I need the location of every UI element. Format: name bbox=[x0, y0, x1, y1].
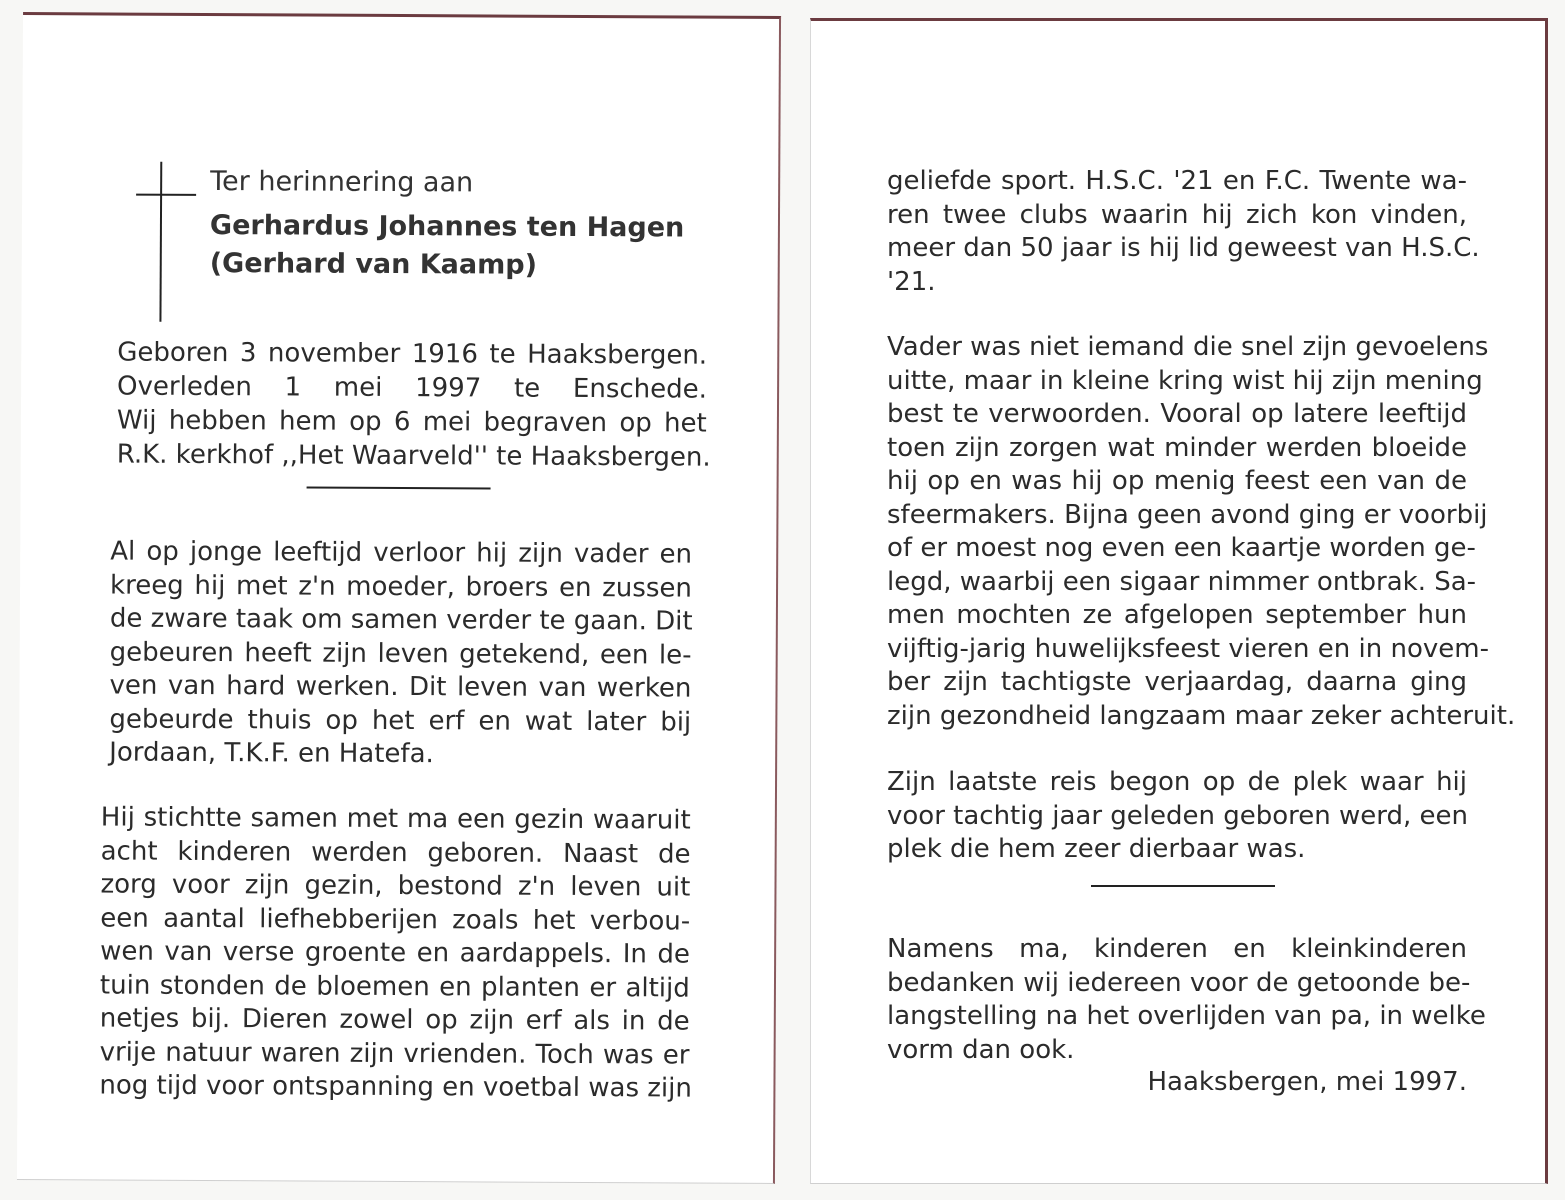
paragraph-youth bbox=[109, 535, 692, 773]
paragraph-last-journey bbox=[887, 766, 1467, 867]
text-line: Vader was niet iemand die snel zijn gevoelens bbox=[887, 332, 1489, 362]
cross-icon-horizontal bbox=[136, 194, 196, 196]
cross-icon-vertical bbox=[159, 162, 162, 322]
text-line: langstelling na het overlijden van pa, in welke bbox=[887, 1001, 1486, 1031]
text-line: ren twee clubs waarin hij zich kon vinden, bbox=[887, 199, 1467, 230]
paragraph-thanks bbox=[887, 933, 1486, 1067]
divider bbox=[307, 487, 491, 490]
divider bbox=[1091, 885, 1275, 887]
text-line: Hij stichtte samen met ma een gezin waaruit bbox=[100, 802, 691, 836]
paragraph-family bbox=[99, 801, 691, 1106]
text-line: plek die hem zeer dierbaar was. bbox=[887, 834, 1306, 864]
text-line: meer dan 50 jaar is hij lid geweest van H.S.C. bbox=[887, 233, 1480, 263]
text-line: gebeuren heeft zijn leven getekend, een le- bbox=[109, 636, 692, 671]
text-line: ber zijn tachtigste verjaardag, daarna ging bbox=[887, 667, 1467, 697]
memorial-intro: Ter herinnering aan bbox=[210, 166, 474, 199]
text-line: of er moest nog even een kaartje worden ge- bbox=[887, 533, 1476, 563]
right-card-page bbox=[810, 18, 1548, 1184]
text-line: zorg voor zijn gezin, bestond z'n leven uit bbox=[100, 869, 691, 903]
deceased-name: Gerhardus Johannes ten Hagen bbox=[209, 210, 685, 244]
text-line: best te verwoorden. Vooral op latere leeftijd bbox=[887, 399, 1467, 429]
signoff: Haaksbergen, mei 1997. bbox=[1147, 1067, 1467, 1097]
text-line: hij op en was hij op menig feest een van de bbox=[887, 466, 1467, 496]
text-line: acht kinderen werden geboren. Naast de bbox=[100, 835, 691, 870]
text-line: vijftig-jarig huwelijksfeest vieren en in novem- bbox=[887, 633, 1489, 664]
text-line: toen zijn zorgen wat minder werden bloeide bbox=[887, 432, 1467, 463]
text-line: uitte, maar in kleine kring wist hij zijn mening bbox=[887, 365, 1483, 396]
paragraph-sport bbox=[887, 165, 1480, 299]
text-line: kreeg hij met z'n moeder, broers en zussen bbox=[109, 569, 692, 604]
deceased-alias: (Gerhard van Kaamp) bbox=[209, 248, 538, 281]
cemetery-line: R.K. kerkhof ,,Het Waarveld'' te Haaksbergen. bbox=[116, 439, 711, 473]
text-line: voor tachtig jaar geleden geboren werd, een bbox=[887, 800, 1469, 831]
left-card-page bbox=[17, 12, 781, 1184]
text-line: '21. bbox=[887, 266, 936, 297]
text-line: Zijn laatste reis begon op de plek waar hij bbox=[887, 767, 1467, 797]
text-line: nog tijd voor ontspanning en voetbal was zijn bbox=[99, 1070, 692, 1104]
text-line: vrije natuur waren zijn vrienden. Toch was er bbox=[99, 1036, 690, 1071]
text-line: zijn gezondheid langzaam maar zeker achteruit. bbox=[887, 700, 1516, 731]
text-line: de zware taak om samen verder te gaan. Dit bbox=[109, 603, 693, 637]
text-line: netjes bij. Dieren zowel op zijn erf als in de bbox=[99, 1003, 690, 1037]
text-line: Jordaan, T.K.F. en Hatefa. bbox=[109, 737, 434, 770]
text-line: wen van verse groente en aardappels. In de bbox=[100, 936, 691, 970]
text-line: Al op jonge leeftijd verloor hij zijn vader en bbox=[110, 536, 693, 570]
text-line: een aantal liefhebberijen zoals het verbou- bbox=[100, 902, 691, 937]
text-line: gebeurde thuis op het erf en wat later bij bbox=[109, 703, 692, 738]
text-line: bedanken wij iedereen voor de getoonde be- bbox=[887, 967, 1471, 998]
text-line: men mochten ze afgelopen september hun bbox=[887, 600, 1467, 630]
text-line: tuin stonden de bloemen en planten er altijd bbox=[99, 969, 690, 1004]
text-line: ven van hard werken. Dit leven van werken bbox=[109, 670, 692, 704]
paragraph-character bbox=[887, 331, 1516, 733]
burial-line: Wij hebben hem op 6 mei begraven op het bbox=[116, 405, 707, 439]
text-line: vorm dan ook. bbox=[887, 1034, 1075, 1065]
text-line: Namens ma, kinderen en kleinkinderen bbox=[887, 934, 1467, 964]
death-line: Overleden 1 mei 1997 te Enschede. bbox=[117, 371, 708, 405]
dates-block bbox=[116, 336, 711, 475]
text-line: legd, waarbij een sigaar nimmer ontbrak. Sa- bbox=[887, 566, 1477, 597]
birth-line: Geboren 3 november 1916 te Haaksbergen. bbox=[117, 337, 708, 371]
text-line: sfeermakers. Bijna geen avond ging er voorbij bbox=[887, 499, 1488, 530]
text-line: geliefde sport. H.S.C. '21 en F.C. Twente wa- bbox=[887, 166, 1467, 196]
